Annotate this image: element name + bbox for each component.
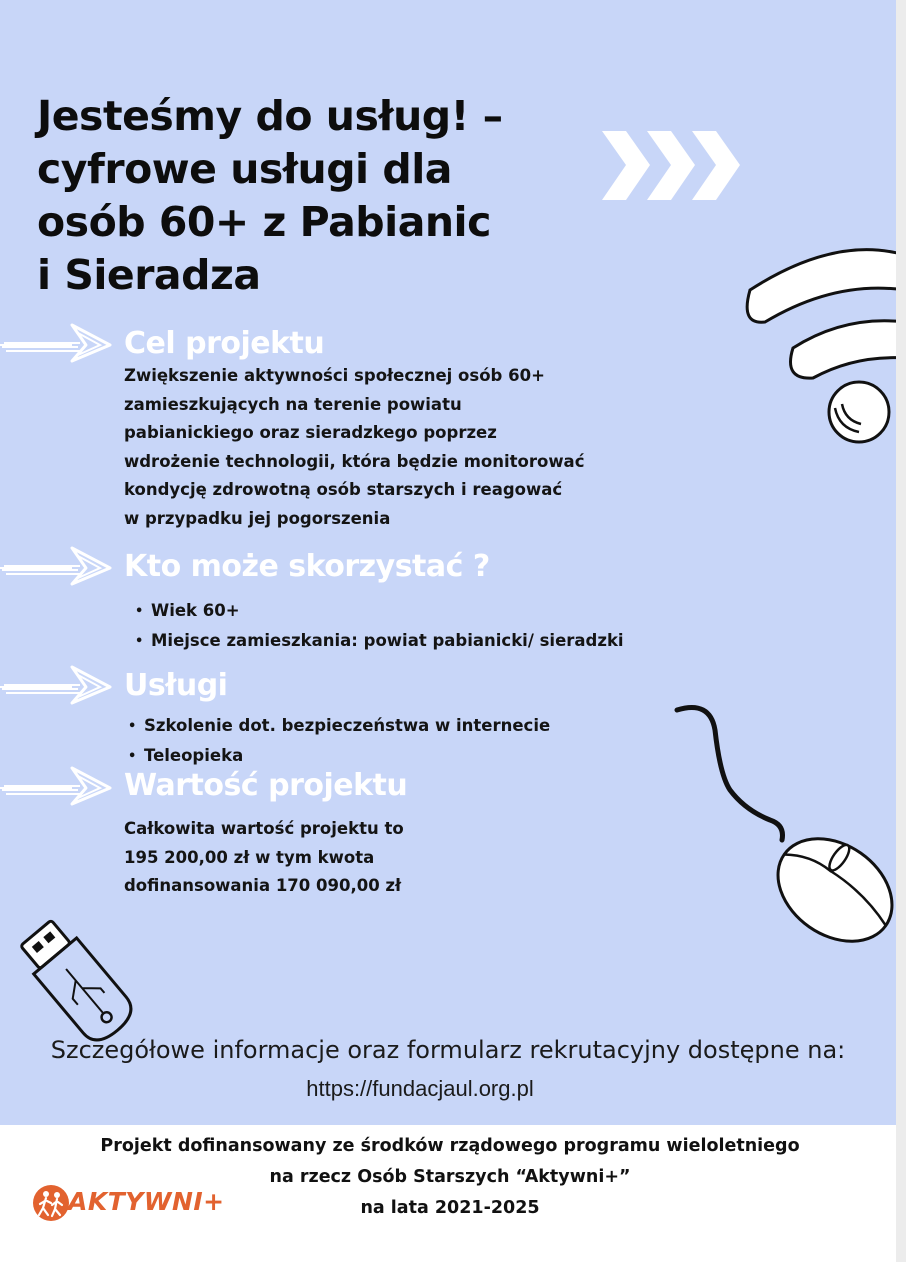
arrow-icon: [0, 665, 115, 705]
mouse-icon: [670, 705, 896, 950]
info-text: Szczegółowe informacje oraz formularz rekrutacyjny dostępne na:: [50, 1036, 846, 1064]
list-item: • Miejsce zamieszkania: powiat pabianicki/ sieradzki: [135, 627, 624, 657]
section-heading-goal: Cel projektu: [124, 326, 325, 361]
page-title: Jesteśmy do usług! – cyfrowe usługi dla osób 60+ z Pabianic i Sieradza: [37, 92, 503, 299]
list-item: • Wiek 60+: [135, 597, 624, 627]
funding-text: Projekt dofinansowany ze środków rządowego programu wieloletniego na rzecz Osób Starszych “Aktywni+” na lata 2021-2025: [100, 1136, 800, 1218]
arrow-icon: [0, 323, 115, 363]
wifi-icon: [735, 230, 896, 445]
usb-drive-icon: [15, 920, 140, 1045]
section-heading-value: Wartość projektu: [124, 768, 408, 803]
list-item: • Teleopieka: [128, 742, 550, 772]
arrow-icon: [0, 546, 115, 586]
section-heading-eligibility: Kto może skorzystać ?: [124, 549, 490, 584]
website-link[interactable]: https://fundacjaul.org.pl: [306, 1076, 534, 1101]
aktywni-logo: [32, 1184, 232, 1224]
page-edge: [896, 0, 906, 1262]
logo-text: AKTYWNI+: [68, 1187, 225, 1216]
aktywni-logo-icon: [32, 1184, 70, 1222]
value-text: Całkowita wartość projektu to 195 200,00 zł w tym kwota dofinansowania 170 090,00 zł: [124, 819, 404, 895]
list-item: • Szkolenie dot. bezpieczeństwa w internecie: [128, 712, 550, 742]
services-list: [128, 712, 550, 771]
section-heading-services: Usługi: [124, 668, 228, 703]
eligibility-list: [135, 597, 624, 656]
chevrons-icon: [600, 128, 745, 203]
goal-text: Zwiększenie aktywności społecznej osób 60+ zamieszkujących na terenie powiatu pabianickiego oraz sieradzkego poprzez wdrożenie technologii, która będzie monitorować kondycję zdrowotną osób starszych i reagować w przypadku jej pogorszenia: [124, 366, 585, 528]
arrow-icon: [0, 766, 115, 806]
